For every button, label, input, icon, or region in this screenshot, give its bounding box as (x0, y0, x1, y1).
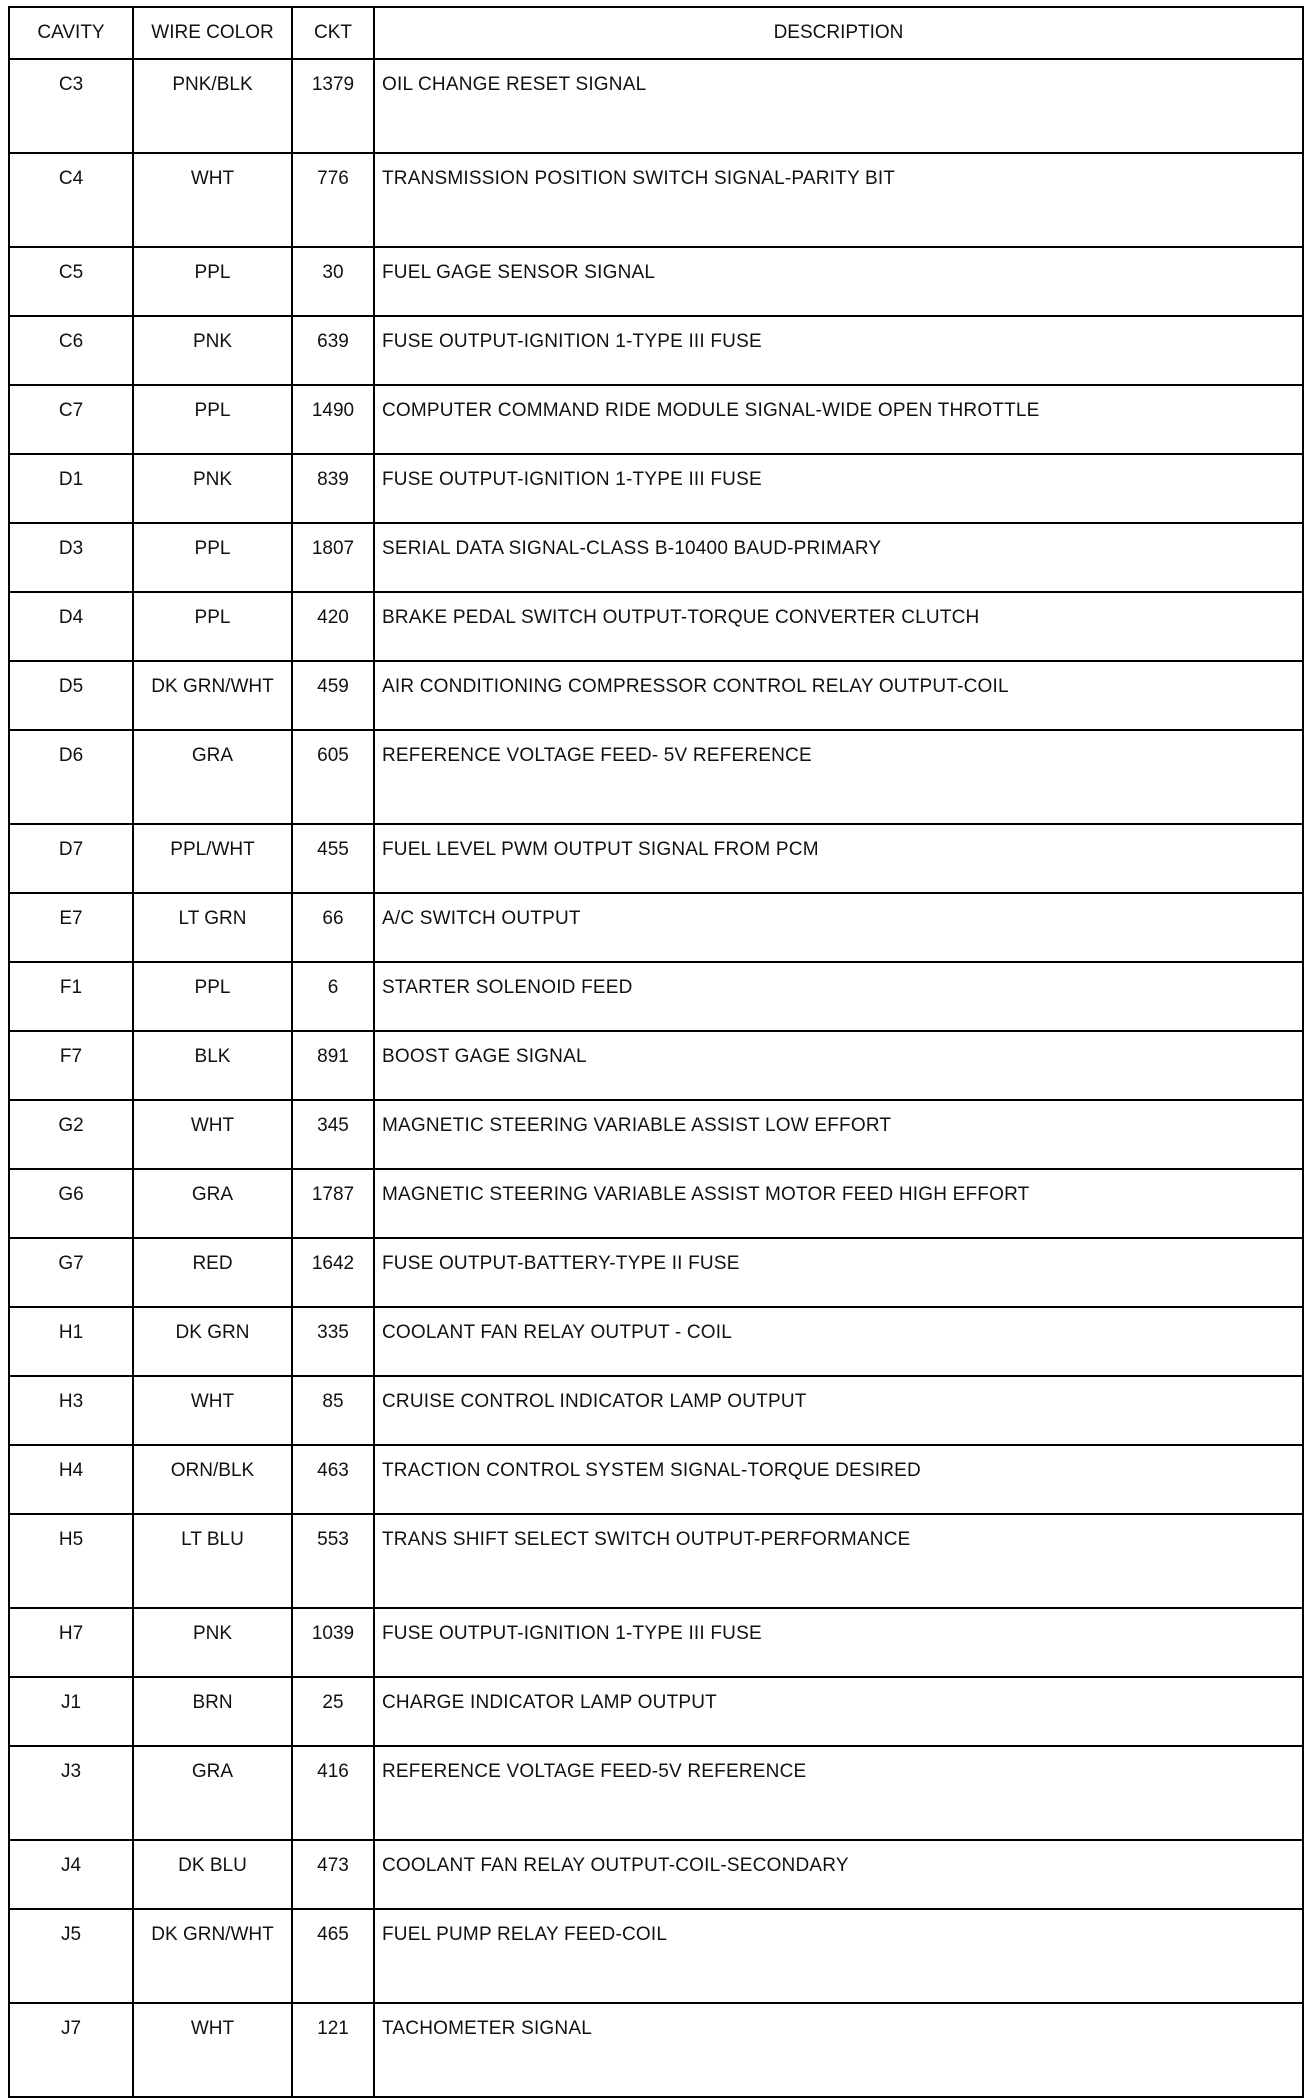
cell-cavity: H7 (9, 1608, 133, 1677)
cell-cavity: C6 (9, 316, 133, 385)
table-row (9, 2003, 1303, 2097)
cell-description: BOOST GAGE SIGNAL (374, 1031, 1303, 1100)
cell-wire-color: ORN/BLK (133, 1445, 292, 1514)
table-row (9, 1100, 1303, 1169)
cell-description: CHARGE INDICATOR LAMP OUTPUT (374, 1677, 1303, 1746)
cell-description: REFERENCE VOLTAGE FEED- 5V REFERENCE (374, 730, 1303, 824)
cell-cavity: J7 (9, 2003, 133, 2097)
cell-description: TRANS SHIFT SELECT SWITCH OUTPUT-PERFORMANCE (374, 1514, 1303, 1608)
cell-wire-color: PPL/WHT (133, 824, 292, 893)
cell-cavity: C4 (9, 153, 133, 247)
header-wire-color: WIRE COLOR (133, 7, 292, 59)
cell-ckt: 776 (292, 153, 374, 247)
table-row (9, 523, 1303, 592)
cell-wire-color: WHT (133, 153, 292, 247)
table-row (9, 1169, 1303, 1238)
cell-description: AIR CONDITIONING COMPRESSOR CONTROL RELAY OUTPUT-COIL (374, 661, 1303, 730)
cell-ckt: 416 (292, 1746, 374, 1840)
table-row (9, 661, 1303, 730)
cell-ckt: 1490 (292, 385, 374, 454)
cell-wire-color: BRN (133, 1677, 292, 1746)
cell-ckt: 6 (292, 962, 374, 1031)
cell-ckt: 85 (292, 1376, 374, 1445)
cell-cavity: J4 (9, 1840, 133, 1909)
cell-cavity: E7 (9, 893, 133, 962)
cell-ckt: 1039 (292, 1608, 374, 1677)
cell-ckt: 473 (292, 1840, 374, 1909)
cell-cavity: G7 (9, 1238, 133, 1307)
cell-cavity: D3 (9, 523, 133, 592)
cell-description: FUSE OUTPUT-IGNITION 1-TYPE III FUSE (374, 454, 1303, 523)
cell-ckt: 335 (292, 1307, 374, 1376)
table-row (9, 1909, 1303, 2003)
cell-wire-color: WHT (133, 1100, 292, 1169)
cell-cavity: C7 (9, 385, 133, 454)
cell-cavity: J3 (9, 1746, 133, 1840)
cell-cavity: D6 (9, 730, 133, 824)
table-row (9, 1031, 1303, 1100)
cell-ckt: 1379 (292, 59, 374, 153)
cell-wire-color: GRA (133, 1746, 292, 1840)
cell-description: COOLANT FAN RELAY OUTPUT - COIL (374, 1307, 1303, 1376)
cell-wire-color: LT BLU (133, 1514, 292, 1608)
table-row (9, 1746, 1303, 1840)
table-row (9, 824, 1303, 893)
cell-cavity: G6 (9, 1169, 133, 1238)
connector-pinout-table (8, 6, 1304, 2098)
cell-ckt: 455 (292, 824, 374, 893)
cell-description: CRUISE CONTROL INDICATOR LAMP OUTPUT (374, 1376, 1303, 1445)
cell-cavity: J5 (9, 1909, 133, 2003)
header-cavity: CAVITY (9, 7, 133, 59)
cell-description: REFERENCE VOLTAGE FEED-5V REFERENCE (374, 1746, 1303, 1840)
cell-description: MAGNETIC STEERING VARIABLE ASSIST MOTOR FEED HIGH EFFORT (374, 1169, 1303, 1238)
table-row (9, 1445, 1303, 1514)
cell-cavity: F7 (9, 1031, 133, 1100)
table-row (9, 1514, 1303, 1608)
cell-cavity: D5 (9, 661, 133, 730)
cell-wire-color: DK GRN/WHT (133, 1909, 292, 2003)
cell-description: TRANSMISSION POSITION SWITCH SIGNAL-PARITY BIT (374, 153, 1303, 247)
cell-wire-color: GRA (133, 1169, 292, 1238)
table-row (9, 247, 1303, 316)
cell-ckt: 839 (292, 454, 374, 523)
cell-ckt: 30 (292, 247, 374, 316)
cell-ckt: 1807 (292, 523, 374, 592)
cell-description: FUSE OUTPUT-IGNITION 1-TYPE III FUSE (374, 316, 1303, 385)
cell-ckt: 605 (292, 730, 374, 824)
cell-wire-color: PPL (133, 385, 292, 454)
header-ckt: CKT (292, 7, 374, 59)
cell-wire-color: RED (133, 1238, 292, 1307)
cell-wire-color: LT GRN (133, 893, 292, 962)
cell-ckt: 420 (292, 592, 374, 661)
cell-wire-color: DK BLU (133, 1840, 292, 1909)
table-row (9, 1677, 1303, 1746)
cell-description: FUSE OUTPUT-BATTERY-TYPE II FUSE (374, 1238, 1303, 1307)
cell-ckt: 553 (292, 1514, 374, 1608)
cell-ckt: 25 (292, 1677, 374, 1746)
cell-cavity: C5 (9, 247, 133, 316)
cell-ckt: 891 (292, 1031, 374, 1100)
cell-description: FUEL PUMP RELAY FEED-COIL (374, 1909, 1303, 2003)
cell-cavity: H1 (9, 1307, 133, 1376)
cell-wire-color: PPL (133, 962, 292, 1031)
cell-description: OIL CHANGE RESET SIGNAL (374, 59, 1303, 153)
cell-wire-color: WHT (133, 1376, 292, 1445)
table-row (9, 1238, 1303, 1307)
cell-cavity: H3 (9, 1376, 133, 1445)
cell-ckt: 121 (292, 2003, 374, 2097)
cell-cavity: F1 (9, 962, 133, 1031)
cell-ckt: 639 (292, 316, 374, 385)
cell-wire-color: PPL (133, 523, 292, 592)
cell-wire-color: PNK (133, 316, 292, 385)
table-body (9, 59, 1303, 2097)
header-row (9, 7, 1303, 59)
cell-wire-color: PPL (133, 592, 292, 661)
cell-description: STARTER SOLENOID FEED (374, 962, 1303, 1031)
cell-ckt: 465 (292, 1909, 374, 2003)
cell-description: A/C SWITCH OUTPUT (374, 893, 1303, 962)
cell-wire-color: PNK (133, 1608, 292, 1677)
cell-ckt: 459 (292, 661, 374, 730)
table-row (9, 893, 1303, 962)
cell-description: MAGNETIC STEERING VARIABLE ASSIST LOW EFFORT (374, 1100, 1303, 1169)
cell-description: TRACTION CONTROL SYSTEM SIGNAL-TORQUE DESIRED (374, 1445, 1303, 1514)
cell-description: TACHOMETER SIGNAL (374, 2003, 1303, 2097)
table-row (9, 454, 1303, 523)
cell-cavity: H5 (9, 1514, 133, 1608)
cell-wire-color: BLK (133, 1031, 292, 1100)
cell-description: COOLANT FAN RELAY OUTPUT-COIL-SECONDARY (374, 1840, 1303, 1909)
table-row (9, 730, 1303, 824)
cell-ckt: 66 (292, 893, 374, 962)
cell-ckt: 463 (292, 1445, 374, 1514)
table-row (9, 153, 1303, 247)
cell-cavity: H4 (9, 1445, 133, 1514)
table-row (9, 1608, 1303, 1677)
table-row (9, 316, 1303, 385)
cell-description: COMPUTER COMMAND RIDE MODULE SIGNAL-WIDE OPEN THROTTLE (374, 385, 1303, 454)
cell-wire-color: PNK/BLK (133, 59, 292, 153)
cell-description: BRAKE PEDAL SWITCH OUTPUT-TORQUE CONVERTER CLUTCH (374, 592, 1303, 661)
cell-description: FUEL LEVEL PWM OUTPUT SIGNAL FROM PCM (374, 824, 1303, 893)
cell-wire-color: DK GRN/WHT (133, 661, 292, 730)
cell-description: FUSE OUTPUT-IGNITION 1-TYPE III FUSE (374, 1608, 1303, 1677)
cell-ckt: 345 (292, 1100, 374, 1169)
cell-wire-color: WHT (133, 2003, 292, 2097)
table-row (9, 59, 1303, 153)
cell-cavity: J1 (9, 1677, 133, 1746)
cell-cavity: D1 (9, 454, 133, 523)
table-row (9, 385, 1303, 454)
cell-ckt: 1787 (292, 1169, 374, 1238)
cell-wire-color: DK GRN (133, 1307, 292, 1376)
cell-wire-color: GRA (133, 730, 292, 824)
cell-cavity: D7 (9, 824, 133, 893)
cell-wire-color: PNK (133, 454, 292, 523)
header-description: DESCRIPTION (374, 7, 1303, 59)
table-row (9, 1376, 1303, 1445)
table-row (9, 1307, 1303, 1376)
table-row (9, 1840, 1303, 1909)
cell-cavity: G2 (9, 1100, 133, 1169)
table-row (9, 962, 1303, 1031)
cell-description: FUEL GAGE SENSOR SIGNAL (374, 247, 1303, 316)
cell-ckt: 1642 (292, 1238, 374, 1307)
cell-cavity: C3 (9, 59, 133, 153)
cell-cavity: D4 (9, 592, 133, 661)
table-row (9, 592, 1303, 661)
cell-wire-color: PPL (133, 247, 292, 316)
cell-description: SERIAL DATA SIGNAL-CLASS B-10400 BAUD-PRIMARY (374, 523, 1303, 592)
